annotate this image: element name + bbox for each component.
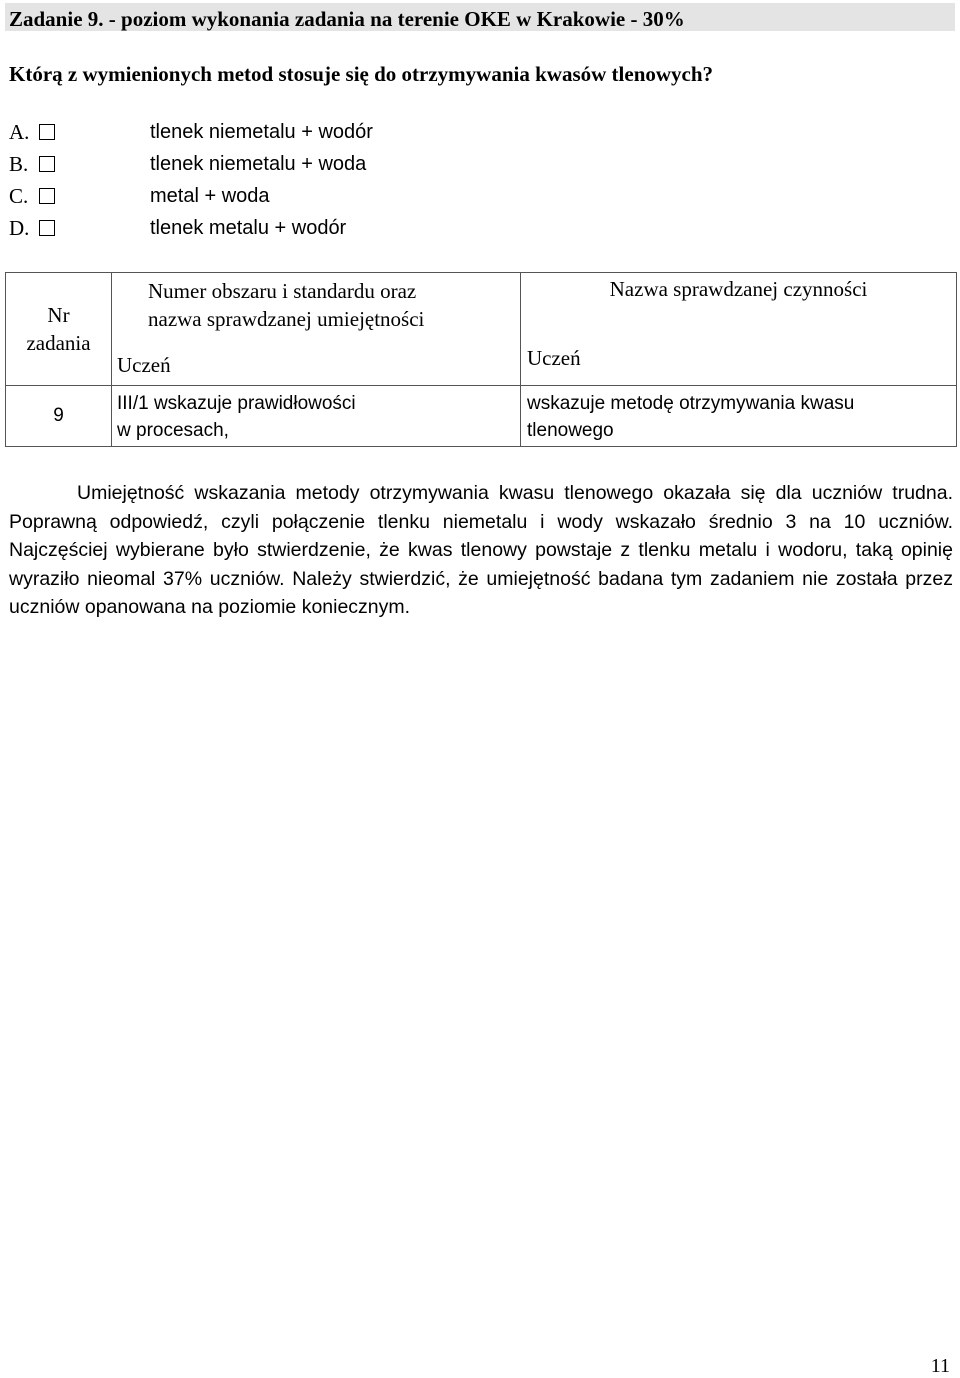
option-label: C. [9, 184, 29, 208]
checkbox-icon[interactable] [39, 124, 55, 140]
header-banner [5, 3, 955, 31]
option-b[interactable] [9, 150, 367, 178]
option-d[interactable] [9, 214, 347, 242]
option-text: tlenek niemetalu + wodór [150, 121, 373, 143]
option-label: D. [9, 216, 30, 240]
activity-header: Nazwa sprawdzanej czynności [609, 277, 868, 301]
row-activity [521, 386, 957, 447]
col-skill-header [112, 273, 521, 386]
option-text: metal + woda [150, 185, 270, 207]
option-text: tlenek niemetalu + woda [150, 153, 367, 175]
row-activity-line1: wskazuje metodę otrzymywania kwasu [527, 393, 855, 414]
checkbox-icon[interactable] [39, 156, 55, 172]
col-activity-header [521, 273, 957, 386]
nr-zadania-label: Nr zadania [26, 303, 91, 355]
uczen-left: Uczeń [117, 353, 171, 377]
task-title: Zadanie 9. - poziom wykonania zadania na terenie OKE w Krakowie - 30% [9, 7, 685, 31]
col-nr-header [6, 273, 112, 386]
checkbox-icon[interactable] [39, 220, 55, 236]
uczen-right: Uczeń [527, 346, 581, 370]
summary-text: Umiejętność wskazania metody otrzymywania kwasu tlenowego okazała się dla uczniów trudna. Poprawną odpowiedź, czyli połączenie tlenku niemetalu i wody wskazało średnio 3 na 10 uczniów. Najczęściej wybierane było stwierdzenie, że kwas tlenowy powstaje z tlenku metalu i wodoru, taką opinię wyraziło nieomal 37% uczniów. Należy stwierdzić, że umiejętność badana tym zadaniem nie została przez uczniów opanowana na poziomie koniecznym. [9, 482, 953, 618]
option-label: A. [9, 120, 30, 144]
standards-table [5, 272, 957, 447]
summary-paragraph [9, 479, 953, 622]
row-skill-line2: w procesach, [117, 420, 229, 441]
row-skill-line1: III/1 wskazuje prawidłowości [117, 393, 356, 414]
skill-header-line1: Numer obszaru i standardu oraz [148, 279, 417, 303]
question-text: Którą z wymienionych metod stosuje się do otrzymywania kwasów tlenowych? [9, 62, 714, 86]
skill-header-line2: nazwa sprawdzanej umiejętności [148, 307, 425, 331]
checkbox-icon[interactable] [39, 188, 55, 204]
option-label: B. [9, 152, 29, 176]
row-skill [112, 386, 521, 447]
page-number: 11 [930, 1355, 950, 1377]
option-text: tlenek metalu + wodór [150, 217, 347, 239]
row-activity-line2: tlenowego [527, 420, 614, 441]
option-a[interactable] [9, 118, 373, 146]
row-number: 9 [6, 386, 112, 447]
option-c[interactable] [9, 182, 270, 210]
